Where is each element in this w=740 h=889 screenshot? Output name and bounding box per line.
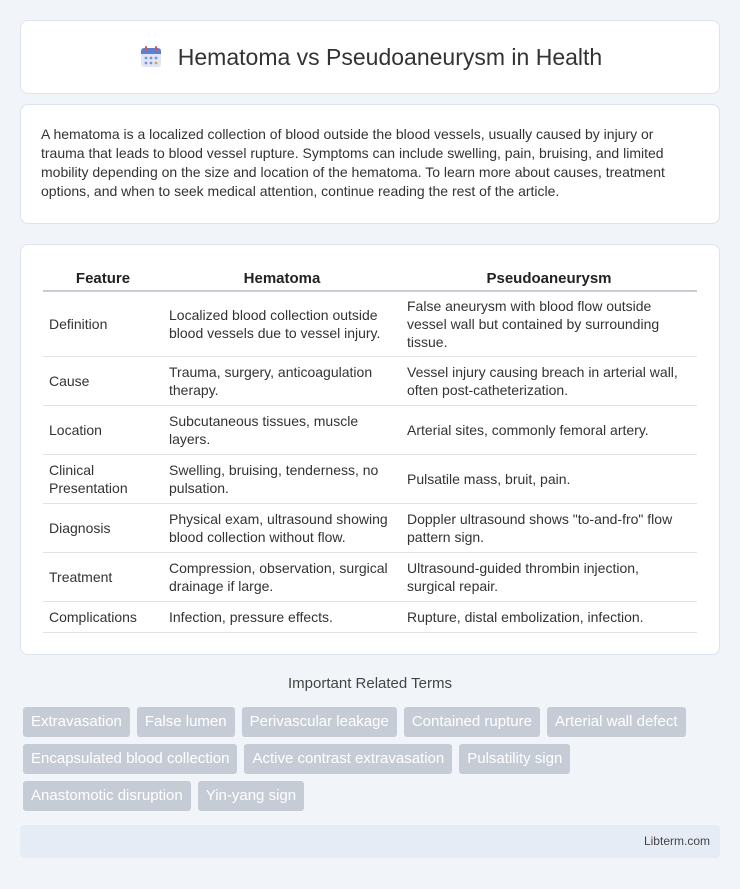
related-term-tag[interactable]: Arterial wall defect <box>547 707 686 737</box>
row-pseudoaneurysm: Doppler ultrasound shows "to-and-fro" flow pattern sign. <box>401 504 697 553</box>
row-pseudoaneurysm: Ultrasound-guided thrombin injection, surgical repair. <box>401 553 697 602</box>
related-term-tag[interactable]: Contained rupture <box>404 707 540 737</box>
table-row <box>43 455 697 504</box>
related-terms-title: Important Related Terms <box>288 675 452 692</box>
row-feature: Clinical Presentation <box>43 455 163 504</box>
related-term-tag[interactable]: Encapsulated blood collection <box>23 744 237 774</box>
header-feature: Feature <box>43 265 163 292</box>
row-hematoma: Trauma, surgery, anticoagulation therapy. <box>163 357 401 406</box>
table-header-row <box>43 265 697 292</box>
row-hematoma: Subcutaneous tissues, muscle layers. <box>163 406 401 455</box>
related-term-tag[interactable]: Extravasation <box>23 707 130 737</box>
footer <box>20 825 720 858</box>
row-hematoma: Swelling, bruising, tenderness, no pulsation. <box>163 455 401 504</box>
table-row <box>43 357 697 406</box>
row-feature: Cause <box>43 357 163 406</box>
row-pseudoaneurysm: Arterial sites, commonly femoral artery. <box>401 406 697 455</box>
related-term-tag[interactable]: Perivascular leakage <box>242 707 397 737</box>
row-feature: Definition <box>43 292 163 357</box>
related-term-tag[interactable]: Pulsatility sign <box>459 744 570 774</box>
row-pseudoaneurysm: False aneurysm with blood flow outside vessel wall but contained by surrounding tissue. <box>401 292 697 357</box>
table-row <box>43 553 697 602</box>
comparison-table <box>43 265 697 633</box>
related-term-tag[interactable]: Anastomotic disruption <box>23 781 191 811</box>
footer-site-link[interactable]: Libterm.com <box>643 834 710 848</box>
table-row <box>43 292 697 357</box>
title-card <box>20 20 720 94</box>
row-hematoma: Physical exam, ultrasound showing blood collection without flow. <box>163 504 401 553</box>
row-feature: Location <box>43 406 163 455</box>
comparison-table-card <box>20 244 720 655</box>
row-hematoma: Infection, pressure effects. <box>163 602 401 633</box>
row-feature: Treatment <box>43 553 163 602</box>
related-term-tag[interactable]: Active contrast extravasation <box>244 744 452 774</box>
row-hematoma: Localized blood collection outside blood vessels due to vessel injury. <box>163 292 401 357</box>
page-title: Hematoma vs Pseudoaneurysm in Health <box>177 43 603 70</box>
row-feature: Diagnosis <box>43 504 163 553</box>
row-pseudoaneurysm: Rupture, distal embolization, infection. <box>401 602 697 633</box>
row-pseudoaneurysm: Pulsatile mass, bruit, pain. <box>401 455 697 504</box>
row-feature: Complications <box>43 602 163 633</box>
related-terms-list <box>23 707 723 818</box>
intro-text: A hematoma is a localized collection of blood outside the blood vessels, usually caused by injury or trauma that leads to blood vessel rupture. Symptoms can include swelling, pain, bruising, and limited mobility depending on the size and location of the hematoma. To learn more about causes, treatment options, and when to seek medical attention, continue reading the rest of the article. <box>41 126 665 199</box>
table-row <box>43 406 697 455</box>
header-pseudoaneurysm: Pseudoaneurysm <box>401 265 697 292</box>
related-term-tag[interactable]: Yin-yang sign <box>198 781 304 811</box>
row-pseudoaneurysm: Vessel injury causing breach in arterial wall, often post-catheterization. <box>401 357 697 406</box>
row-hematoma: Compression, observation, surgical drainage if large. <box>163 553 401 602</box>
related-term-tag[interactable]: False lumen <box>137 707 235 737</box>
table-row <box>43 504 697 553</box>
calendar-icon <box>138 44 164 70</box>
table-row <box>43 602 697 633</box>
header-hematoma: Hematoma <box>163 265 401 292</box>
intro-card <box>20 104 720 224</box>
